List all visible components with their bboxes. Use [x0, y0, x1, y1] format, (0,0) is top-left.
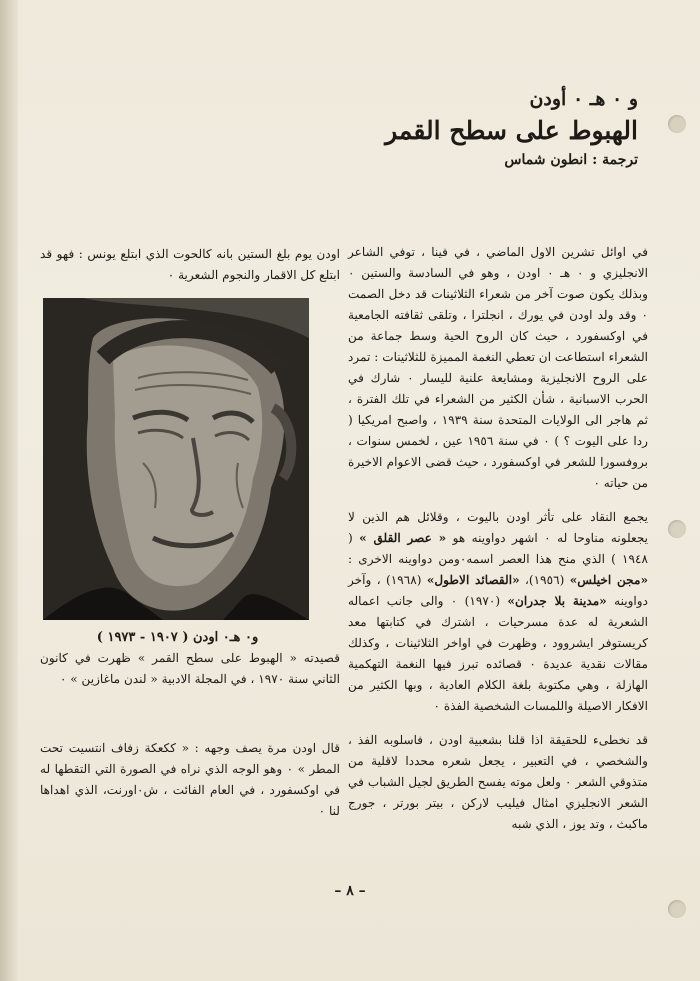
paragraph-works — [348, 507, 648, 717]
book-title-age-of-anxiety: « عصر القلق » — [359, 531, 447, 545]
binding-hole — [668, 520, 686, 538]
poem-publication-note — [40, 648, 340, 690]
page-number: – ٨ – — [334, 883, 366, 899]
works-text: (١٩٧٠) ۰ والى جانب اعماله الشعرية له عدة مسرحيات ، اشترك في كتابتها معد كريستوفر ايشروود ، وظهرت في اواخر الثلاثينات ، وكذلك مقالات نقدية عديدة ۰ قصائده تبرز فيها النغمة التهكمية الهازلة ، وهي مكتوبة بلغة الكلام العادية ، وبها الكثير من الافكار الاصيلة واللمسات الشخصية الفذة ۰ — [348, 594, 648, 713]
works-intro: يجمع النقاد على تأثر اودن باليوت ، وقلائل هم الذين لا يجعلونه مناوحا له ۰ اشهر دواوينه هو — [348, 510, 648, 545]
article-title: الهبوط على سطح القمر — [385, 116, 638, 145]
author-portrait-photo — [43, 298, 309, 620]
sidebar-quote — [40, 244, 340, 286]
photo-caption: و۰ هـ۰ اودن ( ١٩٠٧ - ١٩٧٣ ) — [96, 630, 259, 645]
article-body — [348, 242, 648, 848]
works-text: (١٩٦٨) ، وآخر دواوينه — [348, 573, 649, 608]
binding-hole — [668, 900, 686, 918]
sidebar-quote-text: اودن يوم بلغ الستين بانه كالحوت الذي ابتلع يونس : فهو قد ابتلع كل الاقمار والنجوم الشعرية ۰ — [40, 247, 340, 282]
works-text: ( ١٩٤٨ ) الذي منح هذا العصر اسمه۰ومن دواوينه الاخرى : — [348, 531, 648, 566]
face-description-text: قال اودن مرة يصف وجهه : « ككعكة زفاف انتسيت تحت المطر » ۰ وهو الوجه الذي نراه في الصورة التي التقطها له في اوكسفورد ، في العام الفائت ، ش۰اورنت، الذي اهداها لنا ۰ — [40, 741, 341, 818]
translator-credit: ترجمة : انطون شماس — [504, 152, 638, 168]
works-text: (١٩٥٦)، — [519, 573, 570, 587]
book-title-city-without-walls: «مدينة بلا جدران» — [507, 594, 607, 608]
page-spine-shadow — [0, 0, 18, 981]
binding-hole — [668, 115, 686, 133]
face-description-note — [40, 738, 340, 822]
book-title-shield: «مجن اخيلس» — [569, 573, 649, 587]
poem-publication-text: قصيدته « الهبوط على سطح القمر » ظهرت في كانون الثاني سنة ١٩٧٠ ، في المجلة الادبية « لندن ماغازين » ۰ — [40, 651, 340, 686]
author-name: و ۰ هـ ۰ أودن — [529, 88, 638, 110]
paragraph-legacy: قد نخطىء للحقيقة اذا قلنا بشعبية اودن ، فاسلوبه الفذ ، والشخصي ، في التعبير ، يجعل شعره محددا لاقلية من متذوقي الشعر ۰ ولعل موته يفسح الطريق لجيل الشباب في الشعر الانجليزي امثال فيليب لاركن ، بيتر بورتر ، جورج ماكبث ، وتد يوز ، الذي شبه — [348, 733, 648, 831]
book-title-longer-poems: «القصائد الاطول» — [426, 573, 520, 587]
paragraph-biography: في اوائل تشرين الاول الماضي ، في فينا ، توفي الشاعر الانجليزي و ۰ هـ ۰ اودن ، وهو في السادسة والستين ۰ وبذلك يكون صوت آخر من شعراء الثلاثينات قد دخل الصمت ۰ وقد ولد اودن في يورك ، انجلترا ، وتلقى ثقافته الجامعية في اوكسفورد ، حيث كان الروح الحية وسط جماعة من الشعراء استطاعت ان تعطي النغمة المميزة للثلاثينات : تمرد على الروح الانجليزية ومشايعة علنية لليسار ۰ شارك في الحرب الاسبانية ، شأن الكثير من الشعراء في تلك الفترة ، ثم هاجر الى الولايات المتحدة سنة ١٩٣٩ ، واصبح امريكيا ( ردا على اليوت ؟ ) ۰ في سنة ١٩٥٦ عين ، لخمس سنوات ، بروفسورا للشعر في اوكسفورد ، حيث قضى الاعوام الاخيرة من حياته ۰ — [348, 245, 649, 490]
